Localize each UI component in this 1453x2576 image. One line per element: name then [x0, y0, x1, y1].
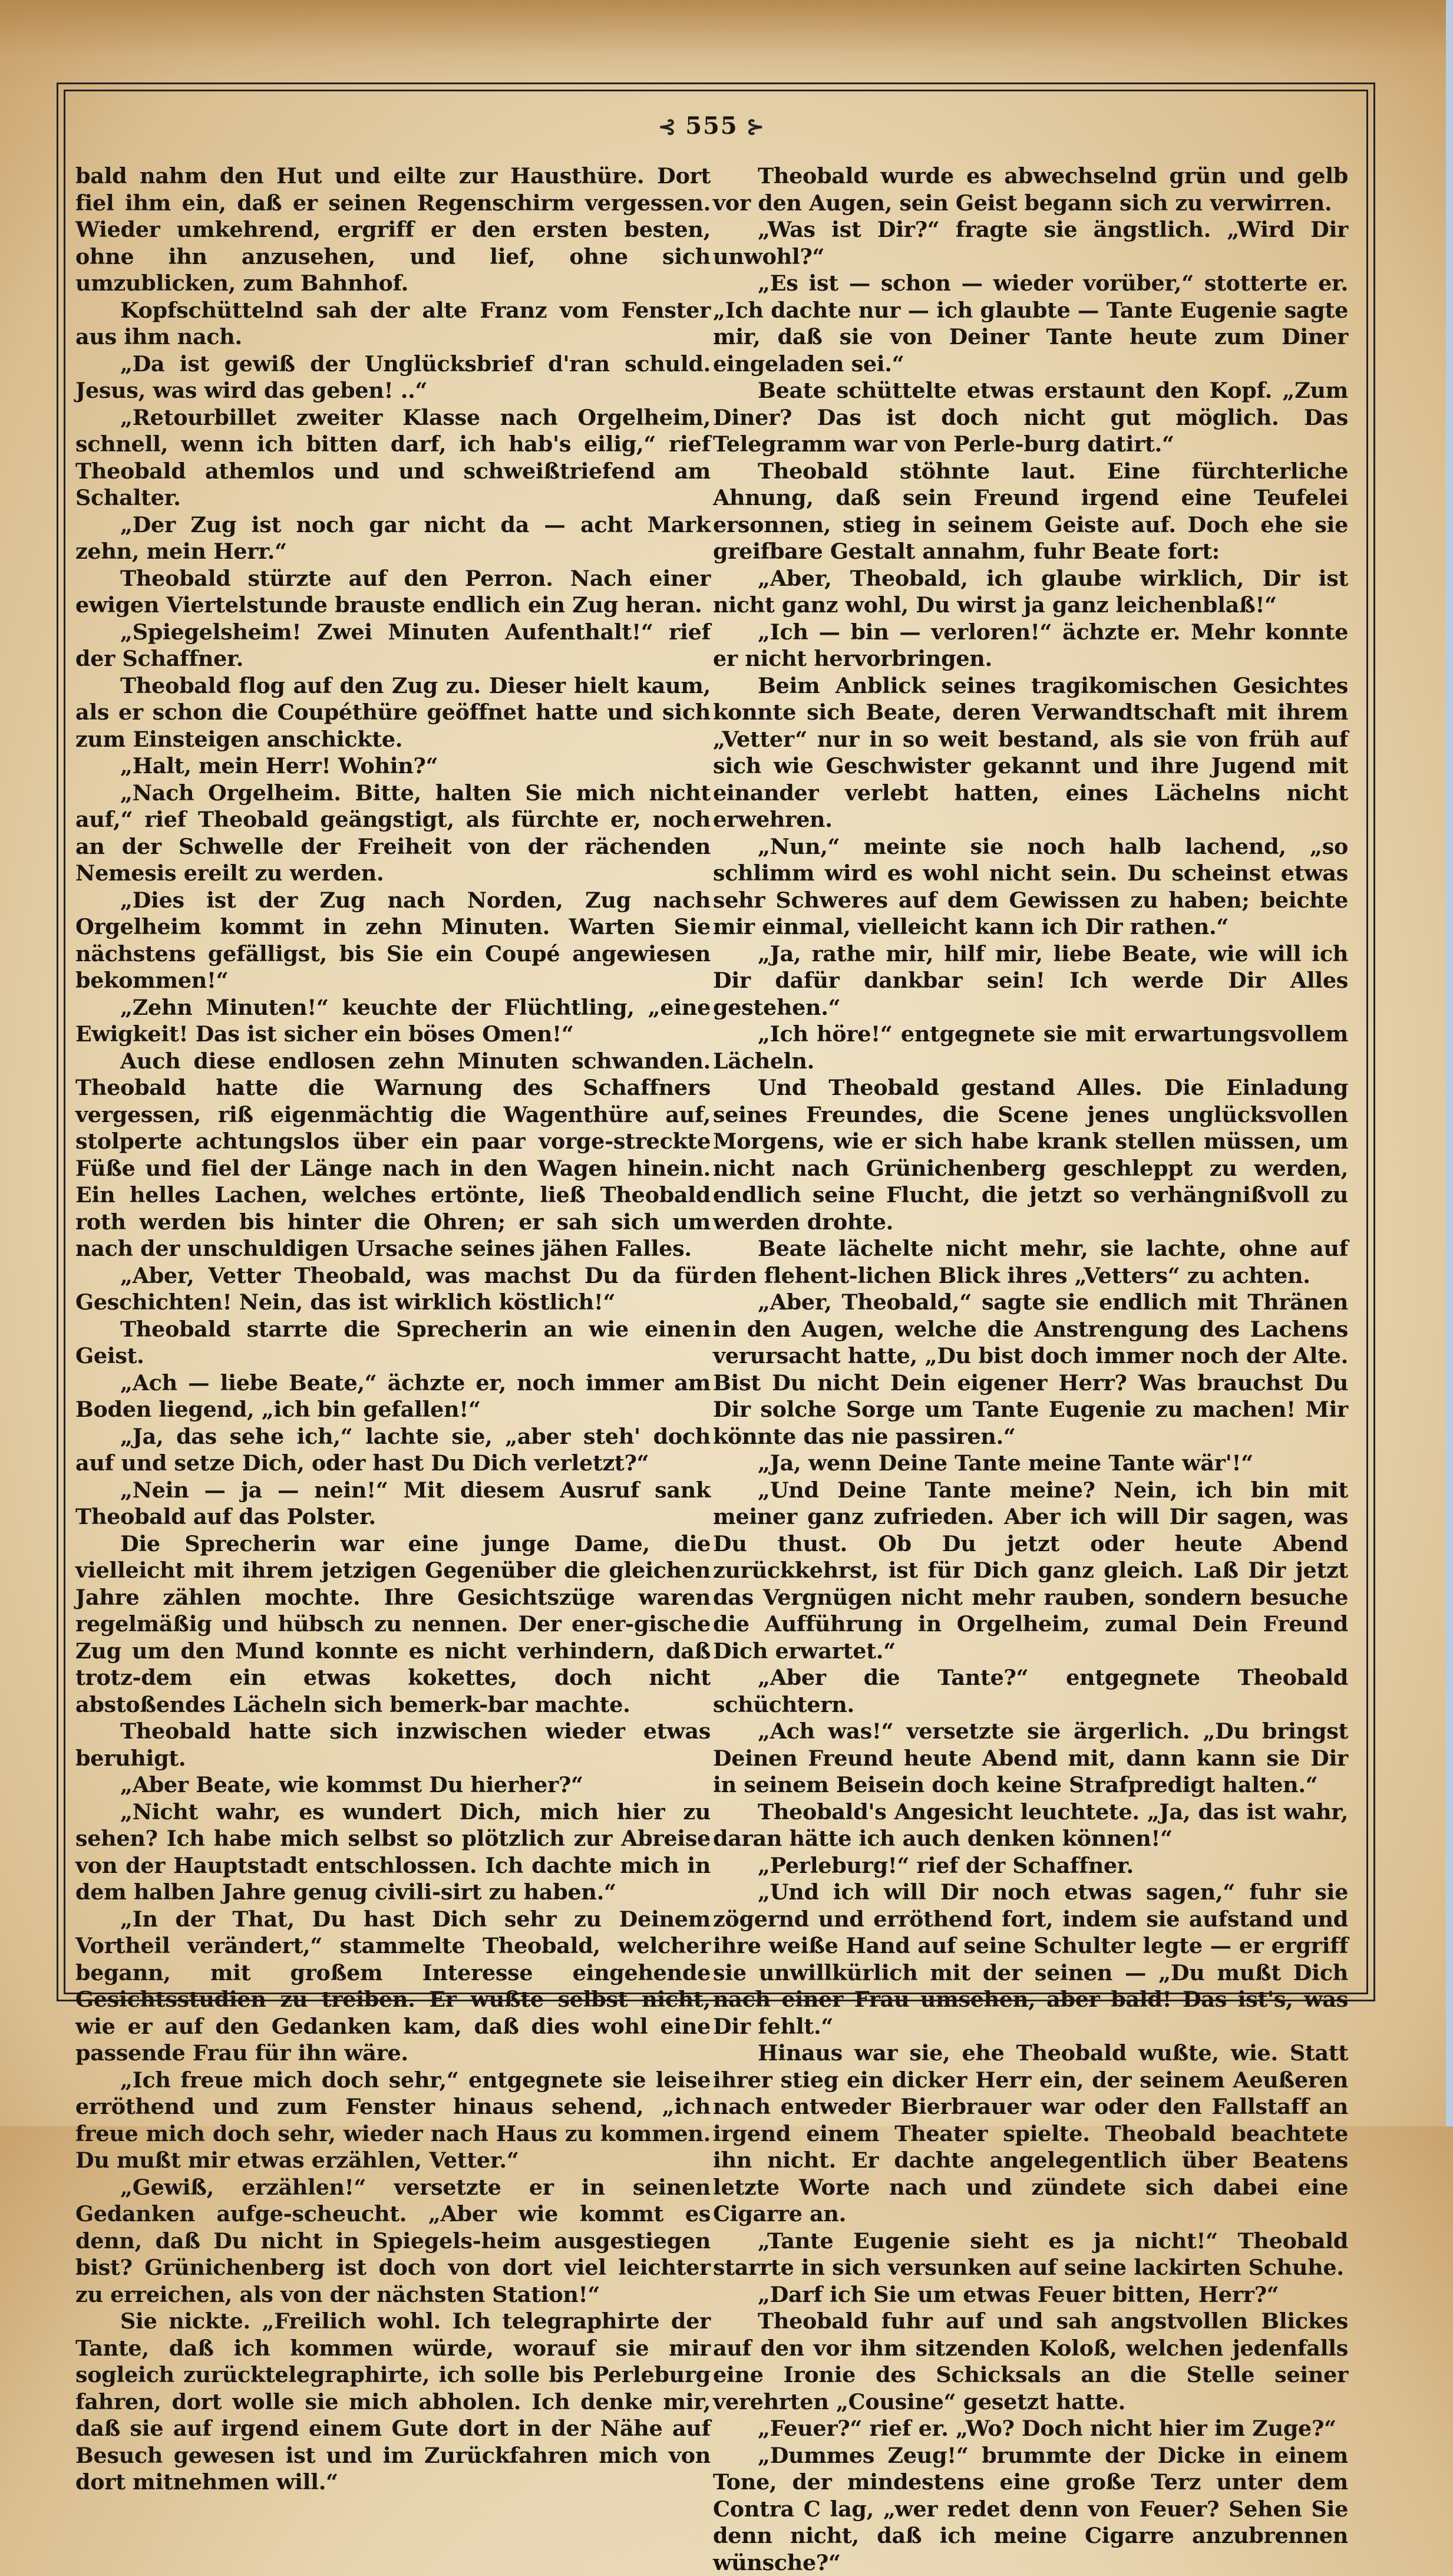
paragraph: Theobald wurde es abwechselnd grün und gelb vor den Augen, sein Geist begann sich zu verwirren.: [713, 163, 1348, 216]
paragraph: Theobald fuhr auf und sah angstvollen Blickes auf den vor ihm sitzenden Koloß, welchen jedenfalls eine Ironie des Schicksals an die Stelle seiner verehrten „Cousine“ gesetzt hatte.: [713, 2308, 1348, 2415]
paragraph: „Der Zug ist noch gar nicht da — acht Mark zehn, mein Herr.“: [75, 512, 711, 565]
paragraph: Beim Anblick seines tragikomischen Gesichtes konnte sich Beate, deren Verwandtschaft mit ihrem „Vetter“ nur in so weit bestand, als sie von früh auf sich wie Geschwister gekannt und ihre Jugend mit einander verlebt hatten, eines Lächelns nicht erwehren.: [713, 672, 1348, 833]
paragraph: „Ich höre!“ entgegnete sie mit erwartungsvollem Lächeln.: [713, 1021, 1348, 1074]
paragraph: „Ja, wenn Deine Tante meine Tante wär'!“: [713, 1450, 1348, 1477]
newspaper-page: [75, 112, 1348, 1974]
paragraph: Auch diese endlosen zehn Minuten schwanden. Theobald hatte die Warnung des Schaffners vergessen, riß eigenmächtig die Wagenthüre auf, stolperte achtungslos über ein paar vorge-streckte Füße und fiel der Länge nach in den Wagen hinein. Ein helles Lachen, welches ertönte, ließ Theobald roth werden bis hinter die Ohren; er sah sich um nach der unschuldigen Ursache seines jähen Falles.: [75, 1048, 711, 1262]
paragraph: „Es ist — schon — wieder vorüber,“ stotterte er. „Ich dachte nur — ich glaubte — Tante Eugenie sagte mir, daß sie von Deiner Tante heute zum Diner eingeladen sei.“: [713, 270, 1348, 377]
column-left: [75, 163, 711, 2576]
paragraph: „Zehn Minuten!“ keuchte der Flüchtling, „eine Ewigkeit! Das ist sicher ein böses Omen!“: [75, 994, 711, 1048]
scan-edge-strip: [1446, 0, 1453, 2126]
paragraph: „Nicht wahr, es wundert Dich, mich hier zu sehen? Ich habe mich selbst so plötzlich zur Abreise von der Hauptstadt entschlossen. Ich dachte mich in dem halben Jahre genug civili-sirt zu haben.“: [75, 1799, 711, 1906]
paragraph: „Spiegelsheim! Zwei Minuten Aufenthalt!“ rief der Schaffner.: [75, 619, 711, 672]
paragraph: „Ja, rathe mir, hilf mir, liebe Beate, wie will ich Dir dafür dankbar sein! Ich werde Dir Alles gestehen.“: [713, 941, 1348, 1021]
paragraph: „Retourbillet zweiter Klasse nach Orgelheim, schnell, wenn ich bitten darf, ich hab's eilig,“ rief Theobald athemlos und und schweißtriefend am Schalter.: [75, 404, 711, 512]
paragraph: Theobald stöhnte laut. Eine fürchterliche Ahnung, daß sein Freund irgend eine Teufelei ersonnen, stieg in seinem Geiste auf. Doch ehe sie greifbare Gestalt annahm, fuhr Beate fort:: [713, 458, 1348, 565]
paragraph: „Darf ich Sie um etwas Feuer bitten, Herr?“: [713, 2281, 1348, 2308]
paragraph: Theobald starrte die Sprecherin an wie einen Geist.: [75, 1316, 711, 1370]
ornament-left-icon: ⊰: [658, 114, 677, 139]
paragraph: „Ich freue mich doch sehr,“ entgegnete sie leise erröthend und zum Fenster hinaus sehend, „ich freue mich doch sehr, wieder nach Haus zu kommen. Du mußt mir etwas erzählen, Vetter.“: [75, 2067, 711, 2174]
paragraph: Sie nickte. „Freilich wohl. Ich telegraphirte der Tante, daß ich kommen würde, worauf sie mir sogleich zurücktelegraphirte, ich solle bis Perleburg fahren, dort wolle sie mich abholen. Ich denke mir, daß sie auf irgend einem Gute dort in der Nähe auf Besuch gewesen ist und im Zurückfahren mich von dort mitnehmen will.“: [75, 2308, 711, 2496]
paragraph: „In der That, Du hast Dich sehr zu Deinem Vortheil verändert,“ stammelte Theobald, welcher begann, mit großem Interesse eingehende Gesichtsstudien zu treiben. Er wußte selbst nicht, wie er auf den Gedanken kam, daß dies wohl eine passende Frau für ihn wäre.: [75, 1906, 711, 2067]
paragraph: Theobald's Angesicht leuchtete. „Ja, das ist wahr, daran hätte ich auch denken können!“: [713, 1799, 1348, 1852]
paragraph: „Nach Orgelheim. Bitte, halten Sie mich nicht auf,“ rief Theobald geängstigt, als fürchte er, noch an der Schwelle der Freiheit von der rächenden Nemesis ereilt zu werden.: [75, 780, 711, 887]
paragraph: „Tante Eugenie sieht es ja nicht!“ Theobald starrte in sich versunken auf seine lackirten Schuhe.: [713, 2228, 1348, 2281]
paragraph: „Was ist Dir?“ fragte sie ängstlich. „Wird Dir unwohl?“: [713, 216, 1348, 270]
paragraph: „Aber Beate, wie kommst Du hierher?“: [75, 1772, 711, 1799]
paragraph: „Aber die Tante?“ entgegnete Theobald schüchtern.: [713, 1664, 1348, 1718]
paragraph: „Aber, Theobald, ich glaube wirklich, Dir ist nicht ganz wohl, Du wirst ja ganz leichenblaß!“: [713, 565, 1348, 619]
paragraph: Theobald stürzte auf den Perron. Nach einer ewigen Viertelstunde brauste endlich ein Zug heran.: [75, 565, 711, 619]
paragraph: „Halt, mein Herr! Wohin?“: [75, 753, 711, 780]
paragraph: Beate schüttelte etwas erstaunt den Kopf. „Zum Diner? Das ist doch nicht gut möglich. Das Telegramm war von Perle-burg datirt.“: [713, 377, 1348, 458]
paragraph: Theobald hatte sich inzwischen wieder etwas beruhigt.: [75, 1718, 711, 1772]
paragraph: „Nun,“ meinte sie noch halb lachend, „so schlimm wird es wohl nicht sein. Du scheinst etwas sehr Schweres auf dem Gewissen zu haben; beichte mir einmal, vielleicht kann ich Dir rathen.“: [713, 833, 1348, 941]
paragraph: Hinaus war sie, ehe Theobald wußte, wie. Statt ihrer stieg ein dicker Herr ein, der seinem Aeußeren nach entweder Bierbrauer war oder den Fallstaff an irgend einem Theater spielte. Theobald beachtete ihn nicht. Er dachte angelegentlich über Beatens letzte Worte nach und zündete sich dabei eine Cigarre an.: [713, 2040, 1348, 2228]
paragraph: „Und Deine Tante meine? Nein, ich bin mit meiner ganz zufrieden. Aber ich will Dir sagen, was Du thust. Ob Du jetzt oder heute Abend zurückkehrst, ist für Dich ganz gleich. Laß Dir jetzt das Vergnügen nicht mehr rauben, sondern besuche die Aufführung in Orgelheim, zumal Dein Freund Dich erwartet.“: [713, 1477, 1348, 1665]
paragraph: „Ach was!“ versetzte sie ärgerlich. „Du bringst Deinen Freund heute Abend mit, dann kann sie Dir in seinem Beisein doch keine Strafpredigt halten.“: [713, 1718, 1348, 1799]
paragraph: „Feuer?“ rief er. „Wo? Doch nicht hier im Zuge?“: [713, 2415, 1348, 2442]
column-right: [713, 163, 1348, 2576]
page-number-header: [75, 112, 1348, 140]
paragraph: bald nahm den Hut und eilte zur Hausthüre. Dort fiel ihm ein, daß er seinen Regenschirm vergessen. Wieder umkehrend, ergriff er den ersten besten, ohne ihn anzusehen, und lief, ohne sich umzublicken, zum Bahnhof.: [75, 163, 711, 297]
paragraph: „Da ist gewiß der Unglücksbrief d'ran schuld. Jesus, was wird das geben! ..“: [75, 351, 711, 404]
paragraph: „Perleburg!“ rief der Schaffner.: [713, 1852, 1348, 1879]
paragraph: Beate lächelte nicht mehr, sie lachte, ohne auf den flehent-lichen Blick ihres „Vetters“ zu achten.: [713, 1235, 1348, 1289]
paragraph: Und Theobald gestand Alles. Die Einladung seines Freundes, die Scene jenes unglücksvollen Morgens, wie er sich habe krank stellen müssen, um nicht nach Grünichenberg geschleppt zu werden, endlich seine Flucht, die jetzt so verhängnißvoll zu werden drohte.: [713, 1074, 1348, 1235]
paragraph: „Ach — liebe Beate,“ ächzte er, noch immer am Boden liegend, „ich bin gefallen!“: [75, 1370, 711, 1423]
paragraph: „Aber, Vetter Theobald, was machst Du da für Geschichten! Nein, das ist wirklich köstlich!“: [75, 1262, 711, 1316]
text-columns: [75, 163, 1348, 2576]
paragraph: Theobald flog auf den Zug zu. Dieser hielt kaum, als er schon die Coupéthüre geöffnet hatte und sich zum Einsteigen anschickte.: [75, 672, 711, 753]
paper-top-shading: [0, 0, 1453, 94]
ornament-right-icon: ⊱: [747, 114, 765, 139]
paragraph: „Gewiß, erzählen!“ versetzte er in seinen Gedanken aufge-scheucht. „Aber wie kommt es denn, daß Du nicht in Spiegels-heim ausgestiegen bist? Grünichenberg ist doch von dort viel leichter zu erreichen, als von der nächsten Station!“: [75, 2174, 711, 2308]
paragraph: „Dies ist der Zug nach Norden, Zug nach Orgelheim kommt in zehn Minuten. Warten Sie nächstens gefälligst, bis Sie ein Coupé angewiesen bekommen!“: [75, 887, 711, 994]
paragraph: „Dummes Zeug!“ brummte der Dicke in einem Tone, der mindestens eine große Terz unter dem Contra C lag, „wer redet denn von Feuer? Sehen Sie denn nicht, daß ich meine Cigarre anzubrennen wünsche?“: [713, 2442, 1348, 2576]
paragraph: „Aber, Theobald,“ sagte sie endlich mit Thränen in den Augen, welche die Anstrengung des Lachens verursacht hatte, „Du bist doch immer noch der Alte. Bist Du nicht Dein eigener Herr? Was brauchst Du Dir solche Sorge um Tante Eugenie zu machen! Mir könnte das nie passiren.“: [713, 1289, 1348, 1450]
paragraph: Die Sprecherin war eine junge Dame, die vielleicht mit ihrem jetzigen Gegenüber die gleichen Jahre zählen mochte. Ihre Gesichtszüge waren regelmäßig und hübsch zu nennen. Der ener-gische Zug um den Mund konnte es nicht verhindern, daß trotz-dem ein etwas kokettes, doch nicht abstoßendes Lächeln sich bemerk-bar machte.: [75, 1531, 711, 1719]
paragraph: „Ja, das sehe ich,“ lachte sie, „aber steh' doch auf und setze Dich, oder hast Du Dich verletzt?“: [75, 1423, 711, 1477]
paragraph: Kopfschüttelnd sah der alte Franz vom Fenster aus ihm nach.: [75, 297, 711, 351]
paragraph: „Und ich will Dir noch etwas sagen,“ fuhr sie zögernd und erröthend fort, indem sie aufstand und ihre weiße Hand auf seine Schulter legte — er ergriff sie unwillkürlich mit der seinen — „Du mußt Dich nach einer Frau umsehen, aber bald! Das ist's, was Dir fehlt.“: [713, 1879, 1348, 2040]
page-number: 555: [685, 112, 738, 140]
paragraph: „Ich — bin — verloren!“ ächzte er. Mehr konnte er nicht hervorbringen.: [713, 619, 1348, 672]
paragraph: „Nein — ja — nein!“ Mit diesem Ausruf sank Theobald auf das Polster.: [75, 1477, 711, 1531]
